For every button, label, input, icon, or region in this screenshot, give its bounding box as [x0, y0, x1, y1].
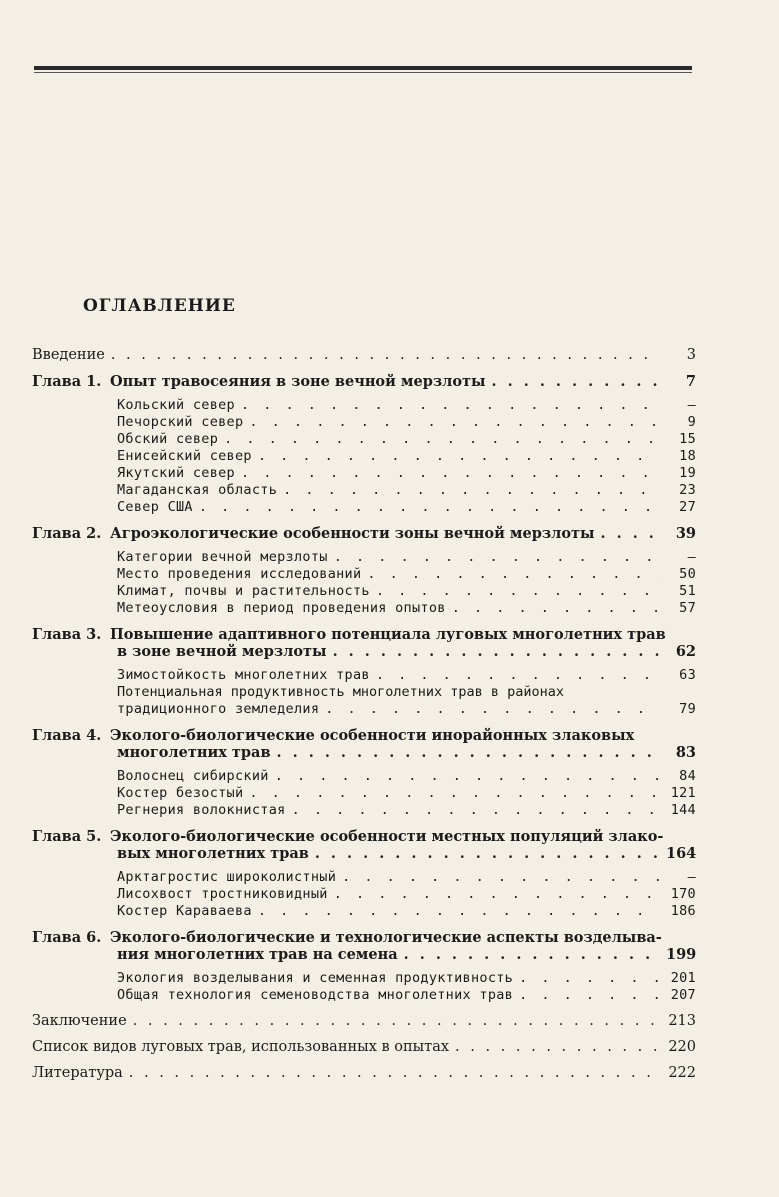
- leader-dots: [376, 583, 660, 600]
- leader-dots: [334, 549, 660, 566]
- section-page: 84: [679, 768, 696, 784]
- section-label: Костер безостый: [117, 785, 244, 801]
- section-page: 50: [679, 566, 696, 582]
- leader-dots: [224, 431, 660, 448]
- toc-section[interactable]: [32, 802, 696, 819]
- section-label: Место проведения исследований: [117, 566, 362, 582]
- leader-dots: [258, 903, 660, 920]
- section-label: Якутский север: [117, 465, 235, 481]
- toc-page: 7: [685, 373, 696, 390]
- section-label: Печорский север: [117, 414, 244, 430]
- toc-entry-intro[interactable]: [32, 347, 696, 364]
- toc-section[interactable]: [32, 869, 696, 886]
- chapter-number: Глава 5.: [32, 828, 102, 845]
- section-label: Лисохвост тростниковидный: [117, 886, 328, 902]
- section-label: Обский север: [117, 431, 219, 447]
- toc-label: Список видов луговых трав, использованных в опытах: [32, 1039, 450, 1055]
- toc-label: Литература: [32, 1065, 123, 1081]
- section-label-line1[interactable]: Потенциальная продуктивность многолетних трав в районах: [117, 684, 565, 700]
- toc-section[interactable]: [32, 987, 696, 1004]
- top-rule-thin: [34, 72, 692, 73]
- toc-page: 83: [675, 744, 696, 761]
- section-label: Экология возделывания и семенная продуктивность: [117, 970, 514, 986]
- chapter-title-line1: Эколого-биологические и технологические аспекты возделыва-: [110, 929, 662, 946]
- toc-page: 164: [666, 845, 697, 862]
- toc-chapter-1[interactable]: [32, 373, 696, 390]
- toc-section[interactable]: [32, 566, 696, 583]
- leader-dots: [283, 482, 660, 499]
- table-of-contents: [32, 347, 696, 1082]
- section-label: Костер Караваева: [117, 903, 252, 919]
- chapter-number: Глава 3.: [32, 626, 102, 643]
- leader-dots: [199, 499, 660, 516]
- toc-section[interactable]: [32, 397, 696, 414]
- section-page: 27: [679, 499, 696, 515]
- leader-dots: [241, 397, 660, 414]
- leader-dots: [376, 667, 660, 684]
- toc-section[interactable]: [32, 886, 696, 903]
- leader-dots: [325, 701, 660, 718]
- section-page: 57: [679, 600, 696, 616]
- chapter-title-line1: Повышение адаптивного потенциала луговых многолетних трав: [110, 626, 666, 643]
- leader-dots: [249, 414, 660, 431]
- leader-dots: [292, 802, 660, 819]
- toc-section[interactable]: [32, 465, 696, 482]
- toc-section[interactable]: [32, 768, 696, 785]
- section-page: 207: [670, 987, 696, 1003]
- leader-dots: [133, 1013, 660, 1030]
- section-label: Регнерия волокнистая: [117, 802, 286, 818]
- section-label: Категории вечной мерзлоты: [117, 549, 328, 565]
- section-page: 79: [679, 701, 696, 717]
- section-page: —: [687, 869, 696, 885]
- section-label: Енисейский север: [117, 448, 252, 464]
- top-rule: [34, 66, 692, 70]
- chapter-number: Глава 2.: [32, 525, 102, 542]
- leader-dots: [601, 525, 660, 542]
- leader-dots: [452, 600, 660, 617]
- chapter-title-line1: Эколого-биологические особенности инорайонных злаковых: [110, 727, 635, 744]
- toc-section[interactable]: [32, 701, 696, 718]
- leader-dots: [333, 643, 660, 660]
- toc-entry-conclusion[interactable]: [32, 1013, 696, 1030]
- leader-dots: [492, 373, 660, 390]
- leader-dots: [334, 886, 660, 903]
- section-label: Арктагростис широколистный: [117, 869, 337, 885]
- toc-chapter-2[interactable]: [32, 525, 696, 542]
- section-label: Метеоусловия в период проведения опытов: [117, 600, 446, 616]
- leader-dots: [241, 465, 660, 482]
- toc-section[interactable]: [32, 499, 696, 516]
- section-page: 63: [679, 667, 696, 683]
- toc-section[interactable]: [32, 667, 696, 684]
- toc-chapter-3-cont[interactable]: [32, 643, 696, 660]
- chapter-number: Глава 4.: [32, 727, 102, 744]
- leader-dots: [258, 448, 660, 465]
- section-label: Зимостойкость многолетних трав: [117, 667, 370, 683]
- toc-section[interactable]: [32, 903, 696, 920]
- page-title: ОГЛАВЛЕНИЕ: [83, 296, 236, 316]
- toc-section[interactable]: [32, 482, 696, 499]
- toc-chapter-3[interactable]: [32, 626, 696, 643]
- leader-dots: [404, 946, 660, 963]
- section-page: 23: [679, 482, 696, 498]
- toc-page: 199: [666, 946, 697, 963]
- section-page: 51: [679, 583, 696, 599]
- toc-chapter-6-cont[interactable]: [32, 946, 696, 963]
- leader-dots: [519, 970, 660, 987]
- toc-section[interactable]: [32, 785, 696, 802]
- chapter-title-line2: ния многолетних трав на семена: [117, 946, 398, 963]
- chapter-title-line2: многолетних трав: [117, 744, 271, 761]
- toc-page: 220: [668, 1039, 696, 1055]
- toc-section[interactable]: [32, 448, 696, 465]
- section-label: Магаданская область: [117, 482, 278, 498]
- toc-page: 39: [675, 525, 696, 542]
- section-page: —: [687, 397, 696, 413]
- section-page: 144: [670, 802, 696, 818]
- chapter-title: Опыт травосеяния в зоне вечной мерзлоты: [110, 373, 486, 390]
- toc-page: 3: [686, 347, 696, 363]
- chapter-title-line1: Эколого-биологические особенности местных популяций злако-: [110, 828, 664, 845]
- chapter-title: Агроэкологические особенности зоны вечной мерзлоты: [110, 525, 595, 542]
- chapter-title-line2: вых многолетних трав: [117, 845, 309, 862]
- leader-dots: [275, 768, 660, 785]
- leader-dots: [277, 744, 660, 761]
- leader-dots: [111, 347, 660, 364]
- section-page: —: [687, 549, 696, 565]
- toc-section[interactable]: [32, 583, 696, 600]
- section-page: 186: [670, 903, 696, 919]
- toc-chapter-5-cont[interactable]: [32, 845, 696, 862]
- toc-chapter-4-cont[interactable]: [32, 744, 696, 761]
- section-page: 19: [679, 465, 696, 481]
- chapter-title-line2: в зоне вечной мерзлоты: [117, 643, 327, 660]
- section-page: 170: [670, 886, 696, 902]
- toc-chapter-6[interactable]: [32, 929, 696, 946]
- toc-entry-literature[interactable]: [32, 1065, 696, 1082]
- leader-dots: [519, 987, 660, 1004]
- toc-section[interactable]: [32, 970, 696, 987]
- section-page: 15: [679, 431, 696, 447]
- chapter-number: Глава 1.: [32, 373, 102, 390]
- section-label: Общая технология семеноводства многолетних трав: [117, 987, 514, 1003]
- leader-dots: [342, 869, 660, 886]
- section-label: Север США: [117, 499, 193, 515]
- section-page: 9: [687, 414, 696, 430]
- section-page: 121: [670, 785, 696, 801]
- toc-entry-species-list[interactable]: [32, 1039, 696, 1056]
- leader-dots: [129, 1065, 660, 1082]
- toc-section[interactable]: [32, 431, 696, 448]
- section-label: Волоснец сибирский: [117, 768, 269, 784]
- toc-label: Введение: [32, 347, 105, 363]
- leader-dots: [249, 785, 660, 802]
- leader-dots: [315, 845, 660, 862]
- section-page: 201: [670, 970, 696, 986]
- section-label-line2: традиционного земледелия: [117, 701, 320, 717]
- section-label: Климат, почвы и растительность: [117, 583, 370, 599]
- leader-dots: [367, 566, 660, 583]
- leader-dots: [455, 1039, 660, 1056]
- toc-chapter-5[interactable]: [32, 828, 696, 845]
- toc-chapter-4[interactable]: [32, 727, 696, 744]
- toc-section[interactable]: [32, 549, 696, 566]
- section-page: 18: [679, 448, 696, 464]
- toc-page: 222: [668, 1065, 696, 1081]
- toc-section[interactable]: [32, 600, 696, 617]
- section-label: Кольский север: [117, 397, 235, 413]
- toc-section[interactable]: [32, 414, 696, 431]
- toc-page: 213: [668, 1013, 696, 1029]
- toc-label: Заключение: [32, 1013, 127, 1029]
- toc-page: 62: [675, 643, 696, 660]
- chapter-number: Глава 6.: [32, 929, 102, 946]
